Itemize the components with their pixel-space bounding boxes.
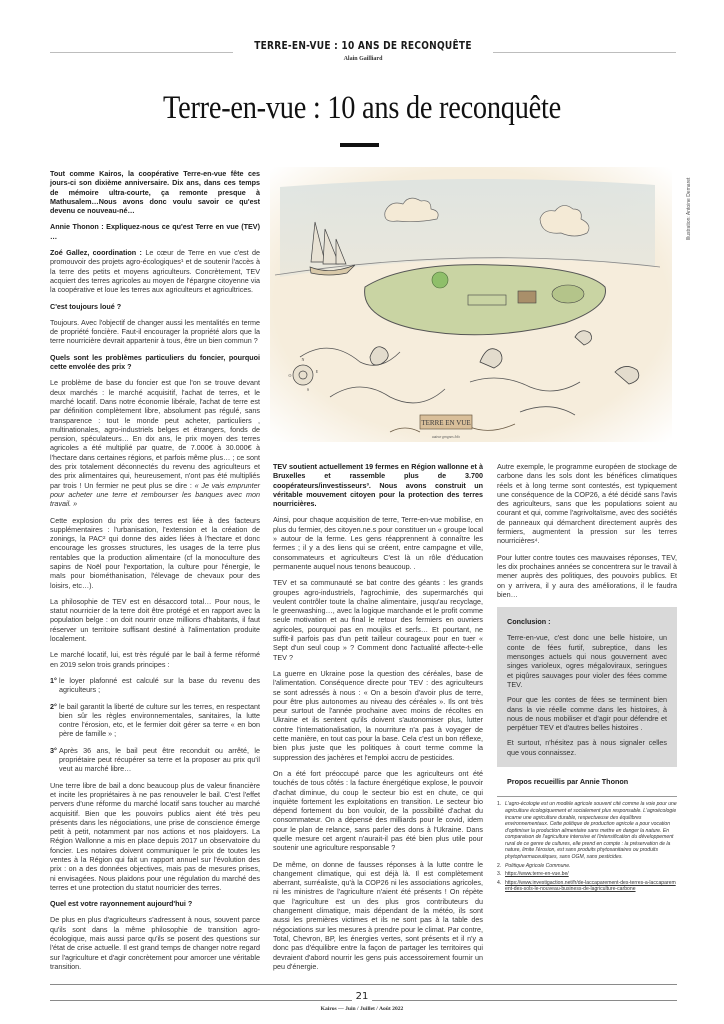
running-header [0,37,724,67]
artist-signature: auteur grognes lolo [431,435,461,439]
principle-text: le loyer plafonné est calculé sur la base du revenu des agriculteurs ; [59,675,260,695]
column-2 [273,462,483,978]
footnote [497,880,677,893]
section-kicker: TERRE-EN-VUE : 10 ANS DE RECONQUÊTE [254,40,472,52]
island-map-illustration [270,167,672,442]
header-rule-left [50,52,233,53]
footnote-number: 1. [497,801,502,808]
footnote-link[interactable]: https://www.investigaction.net/fr/de-laccaparement-des-terres-a-laccaparement-des-sols-le-nouveau-business-de-lagriculture-carbone [505,879,676,893]
answer-4-p3: TEV et sa communauté se bat contre des géants : les grands groupes agro-industriels, l'agrochimie, des supermarchés qui veulent contrôler toute la chaîne alimentaire, jusqu'au recyclage, le greenwashing…, avec la logique marchande et le profit comme seule motivation et au final le retour des fermiers en ouvriers agricoles, pourquoi pas en moujiks et serfs… Et pourtant, ne suffit-il parfois pas d'un petit tailleur courageux pour en tuer « Sept d'un seul coup » ? Comment donc l'actualité affecte-t-elle TEV ? [273,578,483,662]
answer-4-p7: Autre exemple, le programme européen de stockage de carbone dans les sols dont les bénéfices climatiques réels et à long terme sont contestés, est typiquement une conséquence de la COP26, a été décidé sans l'avis des agriculteurs, sans que les populations soient au courant et qui, comme l'agrivoltaïsme, avec des sociétés de panneaux qui démarchent directement auprès des fermiers, augmentent la pression sur les terres nourricières⁴. [497,462,677,546]
footer-rule-left [50,1000,352,1001]
answer-3-p4: Le marché locatif, lui, est très régulé par le bail à ferme réformé en 2019 selon trois grands principes : [50,650,260,669]
question-4: Quel est votre rayonnement aujourd'hui ? [50,899,193,909]
question-3: Quels sont les problèmes particuliers du foncier, pourquoi cette envolée des prix ? [50,352,260,372]
page-number: 21 [355,991,369,1002]
footnote-text: L'agro-écologie est un modèle agricole souvent cité comme la voie pour une agriculture écologiquement et socialement plus responsable. L'agroécologie incarne une agriculture durable, respectueuse des équilibres environnementaux. Cette politique de production agricole a pour vocation d'optimiser la production alimentaire sans mettre en danger la nature. En comparaison de l'agriculture intensive et l'intensification du développement rural de ce genre de cultures, elle prend en compte : la préservation de la nature, limite l'érosion, est sans produits phytosanitaires ou produits phytopharmaceutiques, sans OGM, sans pesticides. [505,801,677,861]
principle-number: 1° [50,675,57,685]
footnote-text: Politique Agricole Commune. [505,862,571,869]
answer-3-p2: Cette explosion du prix des terres est liée à des facteurs supplémentaires : l'urbanisation, l'extension et la création de zonings, la PAC² qui donne des aides liées à l'hectare et donc encourage les grosses structures, les usages de la terre plus rentables que la production alimentaire (cf la monoculture des sapins de Noël pour l'exportation, la culture pour l'énergie, le maïs pour biométhanisation, l'élevage de chevaux pour des loisirs, etc…). [50,515,260,590]
principle-number: 3° [50,745,57,755]
compass-n: N [301,357,305,362]
compass-s: S [306,387,310,392]
answer-1 [50,248,260,294]
conclusion-paragraph: Terre-en-vue, c'est donc une belle histoire, un conte de fées furtif, subreptice, dans les mensonges actuels qui nous gouvernent avec singes varioleux, ogres mégaloviraux, seringues et piqûres sauvages pour violer des fées comme TEV. [507,633,667,689]
answer-3-p3: La philosophie de TEV est en désaccord total… Pour nous, le statut nourricier de la terre doit être protégé et en rapport avec la population belge : on doit nourrir onze millions d'habitants, il faut réserver un territoire suffisant destiné à l'alimentation produite localement. [50,596,260,644]
answer-3-p1-text: Le problème de base du foncier est que l'on se trouve devant deux marchés : le marché acquisitif, l'achat de terres, et le marché locatif. Dans notre économie libérale, l'achat de terre est par définition complètement libre, absolument pas régulé, sans transparence : tout le monde peut acheter, particuliers , multinationales, agro-industriels belges et étrangers, fonds de pension, spéculateurs… En dix ans, le prix moyen des terres agricoles a été multiplié par quatre, de 7.000€ à 30.000€ à l'hectare dans certaines régions, et parfois même plus… ; ce sont des prix totalement déconnectés du revenu des agriculteurs et des prix alimentaires qui, heureusement, n'ont pas été multipliés par trois ! Un fermier ne peut plus se dire : [50,378,260,490]
principle-number: 2° [50,701,57,711]
conclusion-paragraph: Pour que les contes de fées se terminent bien dans la vie réelle comme dans les histoires, à nous de nous mobiliser et d'agir pour défendre et perpétuer TEV et d'autres belles histoires . [507,695,667,733]
field-icon [552,285,584,303]
footnote [497,871,677,878]
issue-line: Kairos — Juin / Juillet / Août 2022 [320,1006,404,1012]
answer-3-p5: Une terre libre de bail a donc beaucoup plus de valeur financière et incite les propriétaires à ne pas renouveler le bail. C'est l'effet pervers d'une réforme du marché locatif sans toucher au marché acquisitif. Bien que les pouvoirs publics aient été très peu présents dans les négociations, une prise de conscience émerge petit à petit, notamment par nos actions et nos plaidoyers. La Région Wallonne a mis en place depuis 2017 un observatoire du foncier. Les notaires doivent communiquer le prix de toutes les ventes à la Région qui fait un rapport annuel sur l'évolution des prix : on a des données objectives, mais pas de mesures prises, ni envisagées. Nous plaidons pour une régulation du marché des terres et une protection du statut nourricier des terres. [50,780,260,892]
illustration-credit-text: Illustration: Antoine Demaret [686,177,692,241]
conclusion-paragraph: Et surtout, n'hésitez pas à nous signaler celles que vous connaissez. [507,738,667,757]
illustration-credit [684,166,694,256]
answer-4-p2: Ainsi, pour chaque acquisition de terre, Terre-en-vue mobilise, en plus du fermier, des citoyen.ne.s pour constituer un « groupe local » autour de la ferme. Les gens réapprennent à connaître les fermes ; il y a des liens qui se créent, entre campagne et ville, consommateurs et agriculteurs C'est là un rôle d'éducation permanente auquel nous tenons beaucoup. . [273,515,483,571]
highlight-paragraph: TEV soutient actuellement 19 fermes en Région wallonne et à Bruxelles et rassemble plus de 3.700 coopérateurs/investisseurs³. Nous avons construit un véritable mouvement citoyen pour la protection des terres nourricières. [273,462,483,509]
answer-4-p6: De même, on donne de fausses réponses à la lutte contre le changement climatique, qui est déjà là. Il est complètement aberrant, surréaliste, qu'à la COP26 ni les associations agricoles, ni les ministres de l'agriculture n'aient été présents ! On répète que l'agriculture est un des plus gros contributeurs du changement climatique, mais dépendant de la météo, ils sont aussi les premières victimes et ils ne sont pas à la table des négociations sur les mesures à prendre pour le climat. Par contre, Total, Chevron, BP, les énergies vertes, sont présents et il n'y a donc pas d'équilibre entre la façon de partager les territoires qui devraient d'abord nourrir les gens puis accessoirement fournir un peu d'énergie. [273,859,483,971]
interview-credit: Propos recueillis par Annie Thonon [507,777,629,787]
answer-4-p1: De plus en plus d'agriculteurs s'adressent à nous, souvent parce qu'ils sont dans la même philosophie de transition agro-écologique, mais aussi parce qu'ils se posent des questions sur l'état de crise actuelle. Il est grand temps de changer notre regard sur l'agriculture et d'agir concrètement pour amorcer une véritable transition. [50,915,260,971]
principle-item [50,746,260,774]
answer-1-text: Le cœur de Terre en vue c'est de promouvoir des projets agro-écologiques¹ et de soutenir l'accès à la terre des petits et moyens agriculteurs. Concrètement, TEV acquiert des terres agricoles au moyen de l'épargne citoyenne via la coopérative et loue les terres aux agriculteurs et agricultrices. [50,248,261,295]
principle-item [50,702,260,739]
principle-item [50,676,260,695]
speaker-label: Zoé Gallez, coordination : [50,248,142,258]
columns-bottom-rule [50,984,677,985]
article-title: Terre-en-vue : 10 ans de reconquête [163,90,561,126]
answer-4-p4: La guerre en Ukraine pose la question des céréales, base de l'alimentation. Conséquence directe pour TEV : des agriculteurs se sont adressés à nous : « On a besoin d'avoir plus de terre, pour être plus autonomes au niveau des céréales ». Ils ont très peur surtout de l'année prochaine avec moins de récoltes en Ukraine et ils sentent qu'ils doivent s'autonomiser plus, lutter contre l'internationalisation, la nourriture n'a pas à voyager de cette manière, en tout cas pour la base. Cela c'est un bon réflexe, bien plus juste que les politiques à court terme comme la suppression des jachères et l'emploi accru de pesticides. [273,668,483,762]
footer-rule-right [372,1000,677,1001]
footnotes-rule-top [497,796,677,893]
footnote [497,801,677,860]
banner-text: TERRE EN VUE [421,419,471,427]
footnote-link[interactable]: https://www.terre-en-vue.be/ [505,871,569,878]
principle-text: le bail garantit la liberté de culture sur les terres, en respectant bien sûr les règles environnementales, sanitaires, la lutte contre l'érosion, etc, et le fermier doit gérer sa terre « en bon père de famille » ; [59,701,260,739]
author-byline: Alain Gailliard [343,56,383,62]
footnote [497,863,677,870]
answer-4-p8: Pour lutter contre toutes ces mauvaises réponses, TEV, les dix prochaines années se concentrera sur le travail à mener auprès des politiques, des pouvoirs publics. Et on y arrivera, il y aura des améliorations, il le faudra bien… [497,552,677,599]
footnote-number: 2. [497,862,502,869]
intro-paragraph: Tout comme Kairos, la coopérative Terre-en-vue fête ces jours-ci son dixième anniversaire. Dix ans, dans ces temps de mémoire ultra-courte, ça remonte presque à Mathusalem…Nous avons donc voulu savoir ce qu'est devenu ce nouveau-né… [50,169,260,216]
question-1: Annie Thonon : Expliquez-nous ce qu'est Terre en vue (TEV) … [50,222,260,241]
conclusion-box [497,607,677,767]
conclusion-heading: Conclusion : [507,617,551,627]
principle-text: Après 36 ans, le bail peut être reconduit ou arrêté, le propriétaire peut récupérer sa terre et la proposer au prix qu'il veut au marché libre… [59,745,260,774]
footnote-number: 3. [497,871,502,878]
header-rule-right [493,52,676,53]
answer-4-p5: On a été fort préoccupé parce que les agriculteurs ont été touchés de tous côtés : la facture énergétique explose, le pouvoir d'achat diminue, du coup le secteur bio est en chute, ce qui inquiète fortement les exploitations en transition. Le secteur bio dépend fortement du bon vouloir, de la possibilité d'achat du consommateur. On a dépensé des milliards pour le covid, idem pour le plan de relance, sans parler des dons à l'Ukraine. Dans quelle mesure cet argent n'aurait-il pas été bien plus utile pour soutenir une agriculture responsable ? [273,768,483,853]
title-underline [340,143,379,147]
answer-2: Toujours. Avec l'objectif de changer aussi les mentalités en terme de propriété foncière. Faut-il encourager la propriété alors que la terre nourricière devrait appartenir à tous, être un bien commun ? [50,317,260,346]
tree-icon [432,272,448,288]
footnote-number: 4. [497,879,502,886]
farmer-quote: « Je vais emprunter pour acheter une terre et rembourser les banques avec mon travail. » [50,480,260,509]
barn-icon [518,291,536,303]
question-2: C'est toujours loué ? [50,301,122,311]
compass-o: O [288,373,292,378]
column-3 [497,462,677,895]
column-1 [50,169,260,978]
compass-e: E [315,369,319,374]
answer-3-p1 [50,378,260,508]
footnotes [497,801,677,893]
